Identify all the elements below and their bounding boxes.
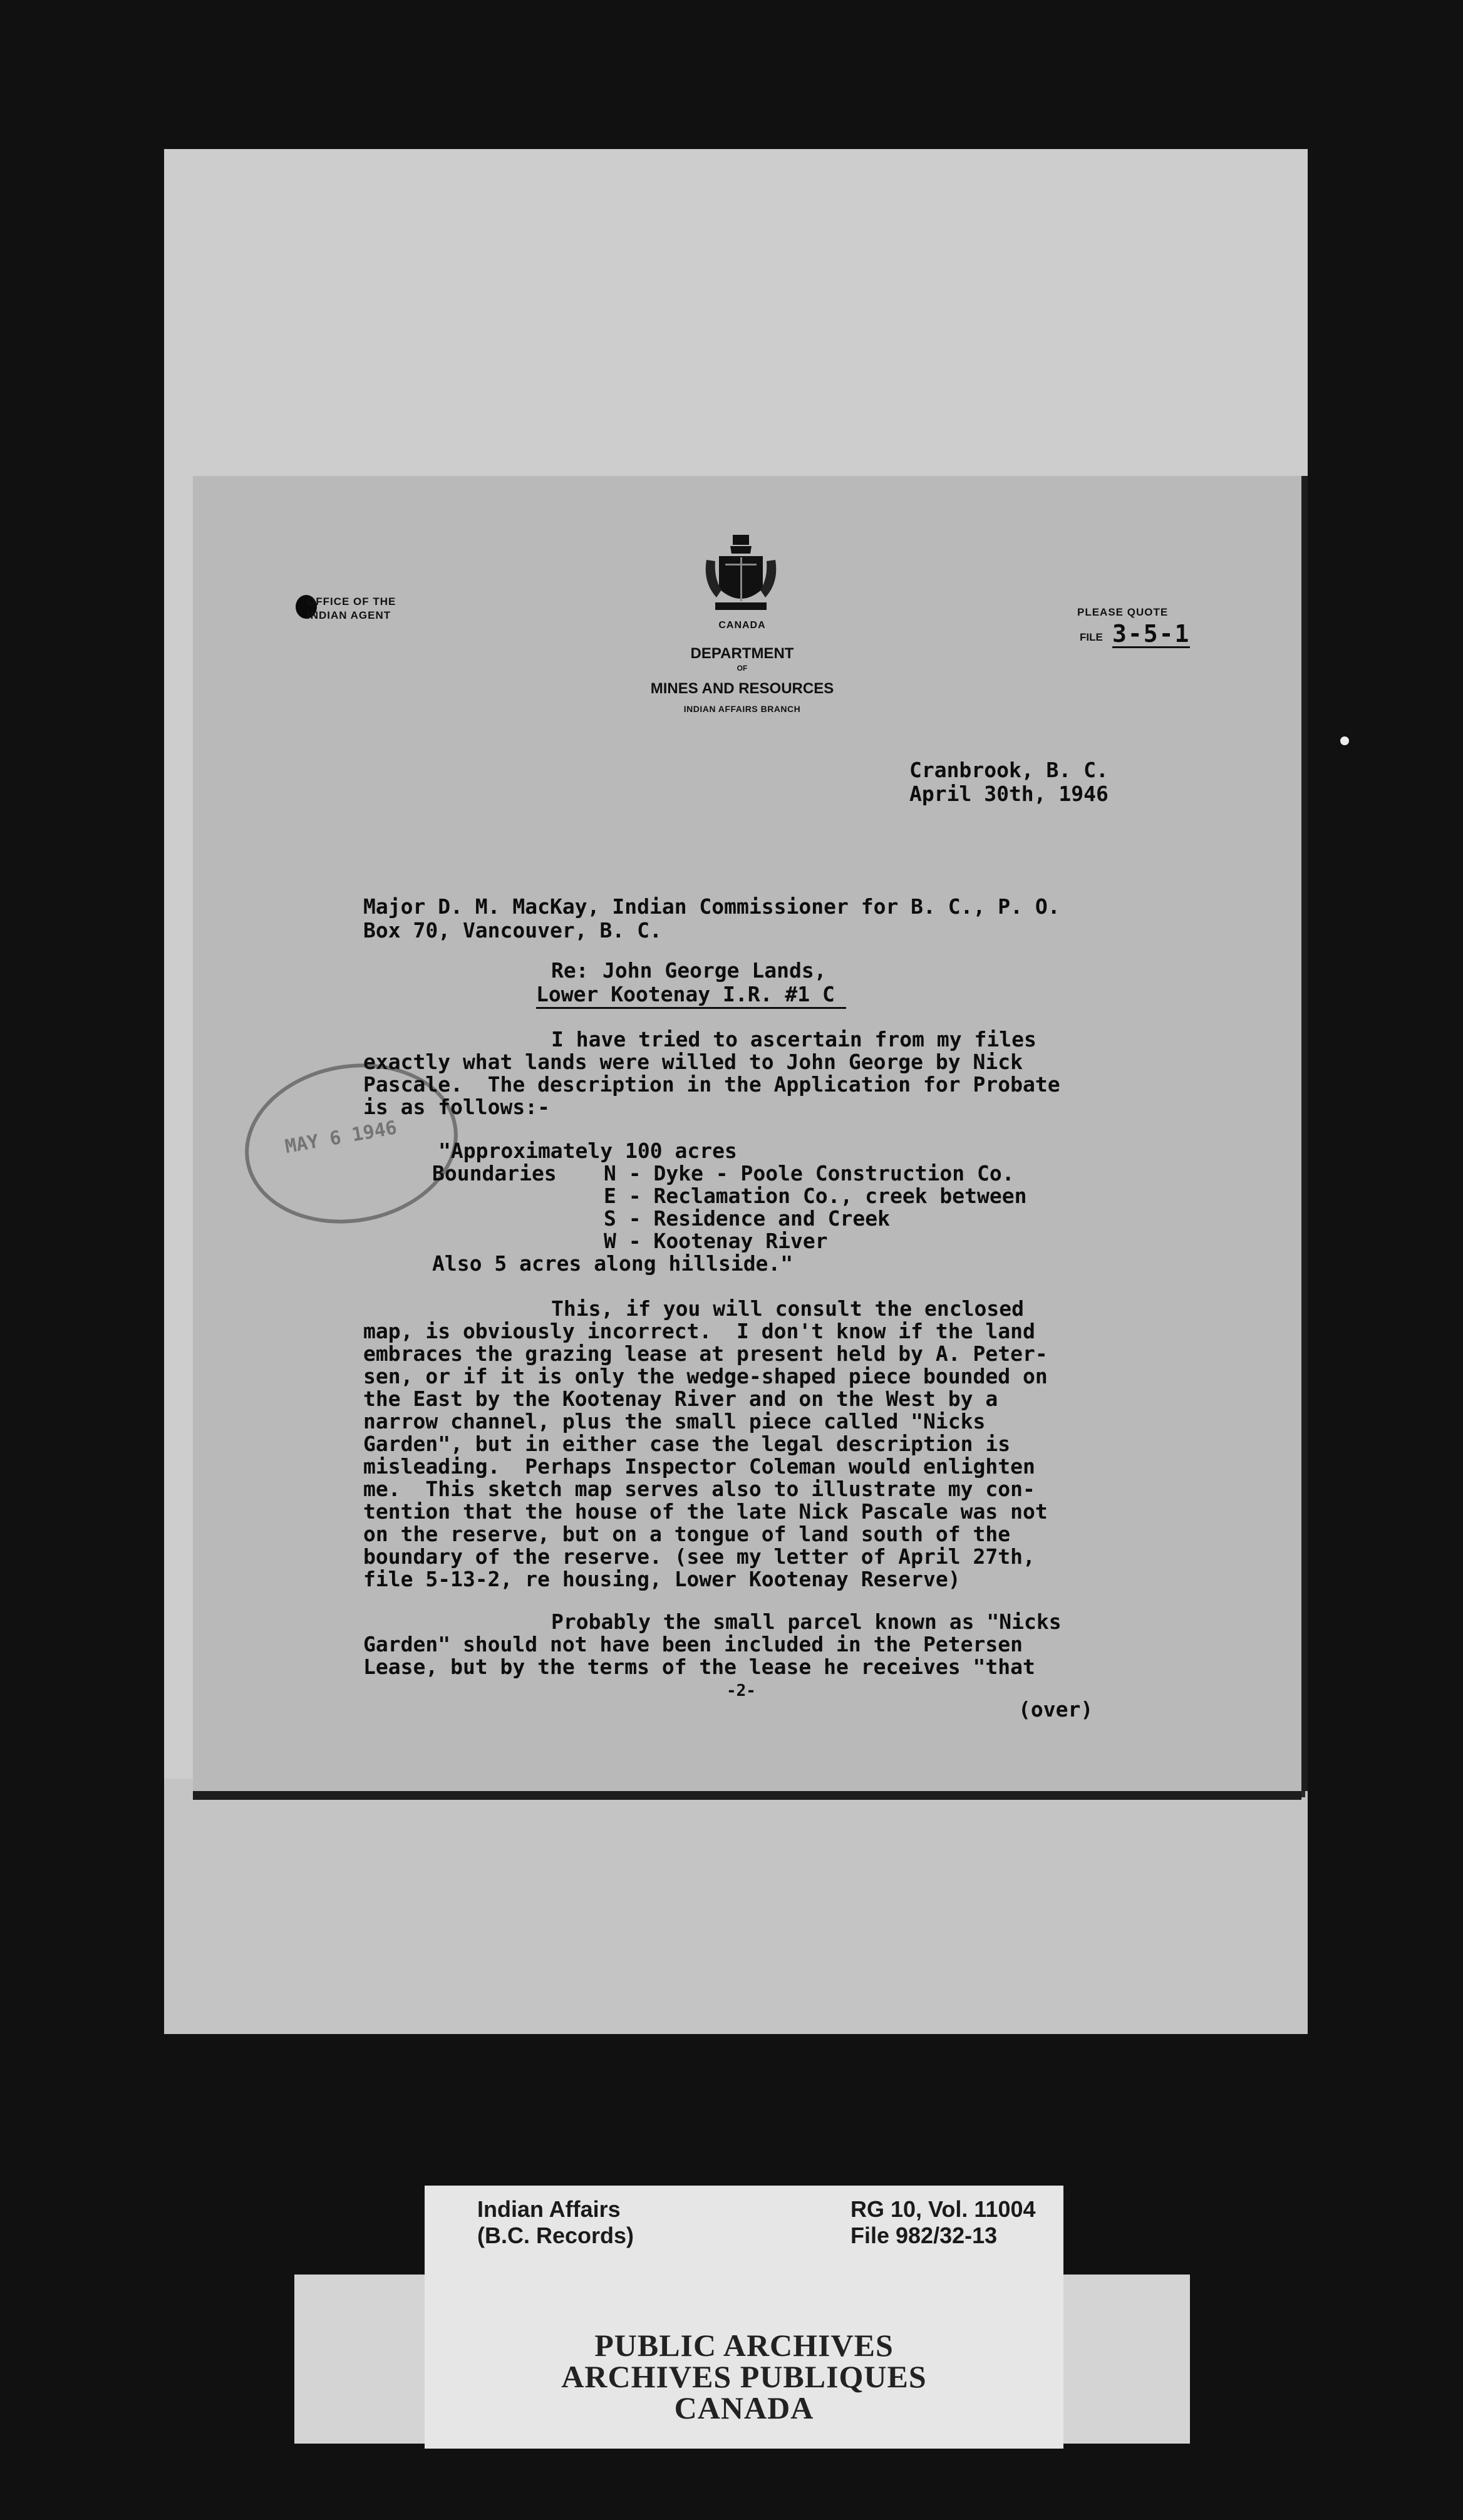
- boundary-item: W - Kootenay River: [604, 1229, 828, 1253]
- paragraph-line: Probably the small parcel known as "Nicks: [551, 1609, 1062, 1634]
- letterhead-branch: INDIAN AFFAIRS BRANCH: [683, 704, 801, 714]
- page-edge: [193, 1791, 1301, 1800]
- letterhead-department: DEPARTMENT: [690, 645, 794, 662]
- page-marker: -2-: [726, 1681, 756, 1700]
- fonds-line: Indian Affairs: [477, 2196, 621, 2222]
- please-quote-label: PLEASE QUOTE: [1077, 606, 1169, 618]
- paragraph-line: Pascale. The description in the Application for Probate: [363, 1072, 1060, 1097]
- paragraph-line: Garden" should not have been included in the Petersen: [363, 1632, 1023, 1656]
- quote-end: Also 5 acres along hillside.": [432, 1251, 794, 1276]
- letterhead-ministry: MINES AND RESOURCES: [650, 680, 834, 697]
- paragraph-line: exactly what lands were willed to John George by Nick: [363, 1050, 1023, 1074]
- letterhead-country: CANADA: [718, 620, 766, 631]
- paragraph-line: on the reserve, but on a tongue of land south of the: [363, 1522, 1011, 1546]
- paragraph-line: embraces the grazing lease at present held by A. Peter-: [363, 1341, 1048, 1366]
- addressee-line: Box 70, Vancouver, B. C.: [363, 918, 662, 942]
- letter-date: April 30th, 1946: [909, 782, 1109, 806]
- paragraph-line: Garden", but in either case the legal description is: [363, 1432, 1011, 1456]
- paragraph-line: map, is obviously incorrect. I don't know if the land: [363, 1319, 1035, 1343]
- file-number: 3-5-1: [1112, 620, 1191, 648]
- over-note: (over): [1018, 1697, 1093, 1722]
- file-label: FILE: [1080, 631, 1103, 643]
- paragraph-line: boundary of the reserve. (see my letter of April 27th,: [363, 1544, 1035, 1569]
- letter-place: Cranbrook, B. C.: [909, 758, 1109, 782]
- paragraph-line: This, if you will consult the enclosed: [551, 1296, 1024, 1321]
- paragraph-line: me. This sketch map serves also to illustrate my con-: [363, 1477, 1035, 1501]
- fonds-line: (B.C. Records): [477, 2223, 634, 2248]
- film-speck: [1340, 736, 1349, 745]
- backing-sheet-lower: [164, 1779, 1308, 2034]
- boundary-item: E - Reclamation Co., creek between: [604, 1184, 1027, 1208]
- paragraph-line: misleading. Perhaps Inspector Coleman would enlighten: [363, 1454, 1035, 1479]
- paragraph-line: narrow channel, plus the small piece called "Nicks: [363, 1409, 986, 1433]
- boundary-item: N - Dyke - Poole Construction Co.: [604, 1161, 1015, 1185]
- reference-line: File 982/32-13: [850, 2223, 998, 2248]
- page-edge: [1301, 476, 1308, 1791]
- paragraph-line: the East by the Kootenay River and on the West by a: [363, 1387, 998, 1411]
- archives-en: PUBLIC ARCHIVES: [594, 2328, 894, 2363]
- archives-stamp: [550, 2330, 938, 2424]
- boundary-item: S - Residence and Creek: [604, 1206, 890, 1231]
- subject-line: Lower Kootenay I.R. #1 C: [536, 982, 846, 1009]
- paragraph-line: Lease, but by the terms of the lease he receives "that: [363, 1655, 1035, 1679]
- paragraph-line: tention that the house of the late Nick Pascale was not: [363, 1499, 1048, 1524]
- coat-of-arms-icon: [700, 532, 782, 620]
- addressee-line: Major D. M. MacKay, Indian Commissioner for B. C., P. O.: [363, 894, 1060, 919]
- paragraph-line: file 5-13-2, re housing, Lower Kootenay Reserve): [363, 1567, 961, 1591]
- paragraph-line: is as follows:-: [363, 1095, 551, 1119]
- subject-line: John George Lands,: [602, 958, 827, 983]
- paragraph-line: I have tried to ascertain from my files: [551, 1027, 1037, 1051]
- boundaries-label: Boundaries: [432, 1161, 557, 1185]
- archives-fr: ARCHIVES PUBLIQUES: [561, 2359, 927, 2394]
- quote-line: "Approximately 100 acres: [438, 1139, 737, 1163]
- letterhead-of: OF: [737, 664, 748, 673]
- reference-line: RG 10, Vol. 11004: [850, 2196, 1036, 2222]
- office-of-indian-agent: OFFICE OF THE INDIAN AGENT: [307, 596, 396, 621]
- paragraph-line: sen, or if it is only the wedge-shaped piece bounded on: [363, 1364, 1048, 1388]
- re-label: Re:: [551, 958, 589, 983]
- received-stamp: MAY 6 1946: [232, 1047, 471, 1240]
- archives-country: CANADA: [674, 2390, 814, 2425]
